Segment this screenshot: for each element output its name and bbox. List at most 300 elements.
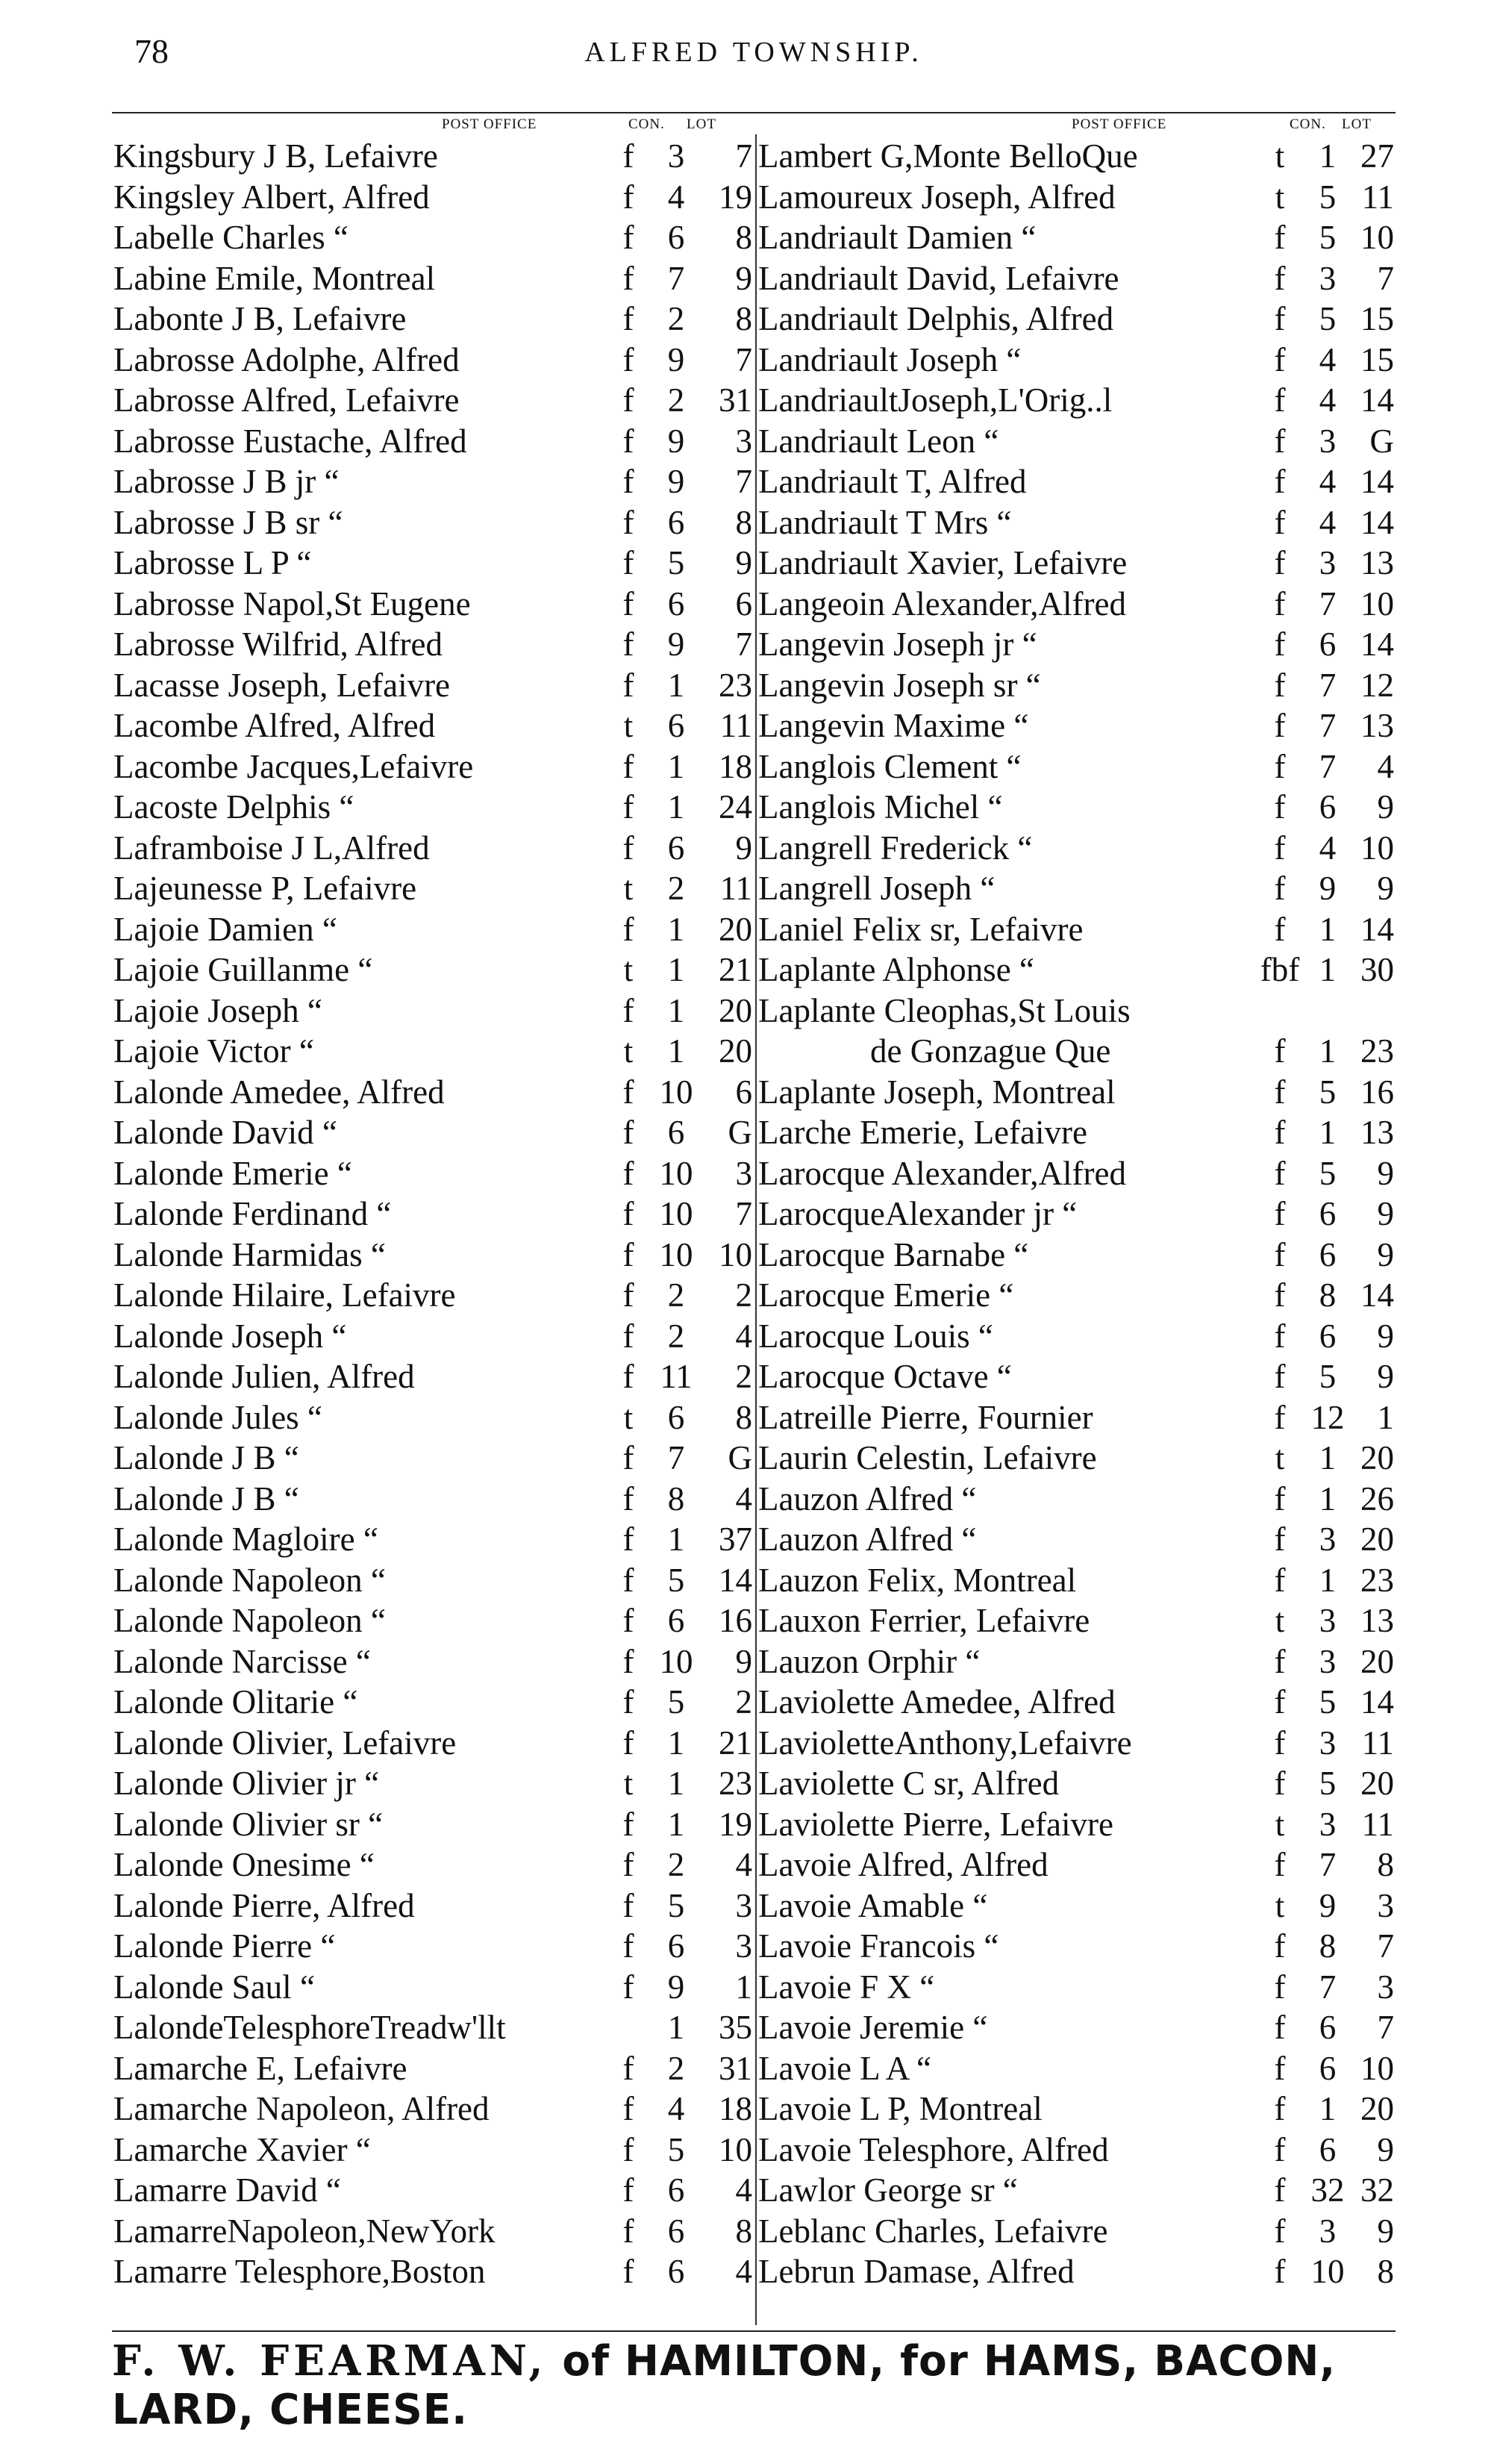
tenure: f bbox=[622, 178, 634, 216]
tenure: f bbox=[1274, 870, 1286, 907]
lot-number: 14 bbox=[1360, 1683, 1394, 1721]
concession: 5 bbox=[1319, 219, 1337, 256]
directory-entry bbox=[113, 2211, 755, 2252]
resident-name: Labonte J B, Lefaivre bbox=[113, 300, 407, 337]
left-entries bbox=[113, 136, 755, 2292]
directory-entry bbox=[758, 177, 1396, 218]
tenure: f bbox=[622, 1276, 634, 1314]
concession: 5 bbox=[1319, 1073, 1337, 1111]
lot-number: 15 bbox=[1360, 340, 1394, 378]
lot-number: 8 bbox=[735, 2212, 752, 2250]
resident-name: Landriault Joseph “ bbox=[758, 340, 1022, 378]
concession: 1 bbox=[1319, 2090, 1337, 2127]
directory-entry bbox=[758, 949, 1396, 991]
resident-name: Labrosse Adolphe, Alfred bbox=[113, 340, 460, 378]
lot-number: 24 bbox=[719, 788, 752, 826]
lot-number: 16 bbox=[1360, 1073, 1394, 1111]
resident-name: Lalonde Olitarie “ bbox=[113, 1683, 358, 1721]
resident-name: Lalonde Napoleon “ bbox=[113, 1602, 386, 1639]
directory-entry bbox=[758, 1886, 1396, 1927]
directory-entry bbox=[113, 828, 755, 869]
resident-name: Langevin Joseph sr “ bbox=[758, 666, 1041, 704]
tenure: f bbox=[1274, 381, 1286, 419]
lot-number: 20 bbox=[719, 910, 752, 948]
resident-name: Lalonde Emerie “ bbox=[113, 1154, 352, 1192]
directory-entry bbox=[758, 828, 1396, 869]
directory-entry bbox=[758, 1804, 1396, 1845]
resident-name: LarocqueAlexander jr “ bbox=[758, 1195, 1078, 1232]
running-head: ALFRED TOWNSHIP. bbox=[584, 37, 923, 68]
lot-number: 7 bbox=[735, 137, 752, 175]
lot-number: 8 bbox=[1377, 2253, 1394, 2290]
directory-entry bbox=[113, 2007, 755, 2048]
concession: 2 bbox=[667, 870, 685, 907]
resident-name: Leblanc Charles, Lefaivre bbox=[758, 2212, 1108, 2250]
con-header: CON. bbox=[628, 116, 665, 132]
concession: 3 bbox=[667, 137, 685, 175]
tenure: f bbox=[622, 1235, 634, 1273]
directory-entry bbox=[113, 2048, 755, 2089]
concession: 6 bbox=[667, 584, 685, 623]
directory-entry bbox=[113, 1763, 755, 1804]
resident-name: Lavoie F X “ bbox=[758, 1968, 935, 2006]
concession: 10 bbox=[659, 1235, 693, 1273]
concession: 1 bbox=[667, 788, 685, 826]
tenure: f bbox=[1274, 2009, 1286, 2046]
tenure: f bbox=[622, 2130, 634, 2168]
concession: 5 bbox=[1319, 1358, 1337, 1395]
lot-number: 18 bbox=[719, 747, 752, 785]
resident-name: Lamarre Telesphore,Boston bbox=[113, 2253, 486, 2290]
resident-name: Lalonde Harmidas “ bbox=[113, 1235, 386, 1273]
right-column bbox=[758, 113, 1396, 2329]
concession: 2 bbox=[667, 1276, 685, 1314]
resident-name: Langrell Joseph “ bbox=[758, 870, 996, 907]
lot-number: 4 bbox=[1377, 747, 1394, 785]
directory-entry bbox=[758, 1397, 1396, 1438]
tenure: f bbox=[1274, 584, 1286, 623]
resident-name: Kingsley Albert, Alfred bbox=[113, 178, 430, 216]
lot-number: 7 bbox=[1377, 259, 1394, 297]
concession: 5 bbox=[1319, 178, 1337, 216]
lot-header: LOT bbox=[687, 116, 716, 132]
concession: 6 bbox=[667, 707, 685, 744]
concession: 4 bbox=[1319, 381, 1337, 419]
concession: 2 bbox=[667, 381, 685, 419]
tenure: f bbox=[1274, 1235, 1286, 1273]
resident-name: Lamoureux Joseph, Alfred bbox=[758, 178, 1116, 216]
resident-name: Lalonde Onesime “ bbox=[113, 1846, 375, 1883]
resident-name: Lavoie Jeremie “ bbox=[758, 2009, 988, 2046]
resident-name: Lalonde Olivier, Lefaivre bbox=[113, 1724, 457, 1762]
lot-number: 20 bbox=[1360, 1765, 1394, 1802]
concession: 2 bbox=[667, 300, 685, 337]
concession: 7 bbox=[667, 1439, 685, 1476]
directory-entry bbox=[113, 624, 755, 665]
tenure: f bbox=[622, 1561, 634, 1599]
tenure: f bbox=[622, 1317, 634, 1355]
lot-number: 11 bbox=[1361, 1805, 1394, 1843]
directory-entry bbox=[113, 1926, 755, 1967]
directory-entry bbox=[758, 2089, 1396, 2130]
concession: 2 bbox=[667, 2049, 685, 2087]
resident-name: LalondeTelesphoreTreadw'llt bbox=[113, 2009, 506, 2046]
lot-number: 10 bbox=[719, 2130, 752, 2168]
concession: 7 bbox=[1319, 584, 1337, 623]
lot-number: 21 bbox=[719, 1724, 752, 1762]
tenure: f bbox=[1274, 747, 1286, 785]
resident-name: Labrosse L P “ bbox=[113, 544, 312, 581]
advertiser-name: F. W. FEARMAN, bbox=[112, 2336, 548, 2386]
lot-number: 37 bbox=[719, 1520, 752, 1558]
concession: 1 bbox=[667, 1765, 685, 1802]
resident-name: Landriault David, Lefaivre bbox=[758, 259, 1119, 297]
directory-entry bbox=[113, 1316, 755, 1357]
directory-entry bbox=[113, 1560, 755, 1601]
resident-name: Lalonde Narcisse “ bbox=[113, 1642, 371, 1680]
tenure: f bbox=[1274, 1114, 1286, 1151]
directory-entry bbox=[758, 1356, 1396, 1397]
resident-name: Labrosse Napol,St Eugene bbox=[113, 584, 471, 623]
tenure: f bbox=[622, 503, 634, 541]
tenure: t bbox=[1275, 1886, 1285, 1924]
concession: 11 bbox=[660, 1358, 693, 1395]
lot-number: 6 bbox=[735, 584, 752, 623]
resident-name: Lamarre David “ bbox=[113, 2171, 341, 2209]
tenure: f bbox=[622, 1439, 634, 1476]
lot-number: 14 bbox=[1360, 1276, 1394, 1314]
directory-entry bbox=[758, 1153, 1396, 1194]
tenure: f bbox=[622, 991, 634, 1029]
resident-name: Lalonde Julien, Alfred bbox=[113, 1358, 415, 1395]
directory-entry bbox=[758, 705, 1396, 746]
resident-name: Lawlor George sr “ bbox=[758, 2171, 1018, 2209]
directory-entry bbox=[113, 909, 755, 950]
directory-entry bbox=[113, 665, 755, 706]
tenure: f bbox=[1274, 1642, 1286, 1680]
concession: 6 bbox=[1319, 1195, 1337, 1232]
left-column bbox=[113, 113, 755, 2329]
resident-name: Laframboise J L,Alfred bbox=[113, 829, 430, 867]
directory-entry bbox=[758, 1194, 1396, 1235]
directory-entry bbox=[758, 909, 1396, 950]
concession: 5 bbox=[1319, 1683, 1337, 1721]
concession: 5 bbox=[667, 1886, 685, 1924]
tenure: f bbox=[622, 1724, 634, 1762]
directory-entry bbox=[113, 461, 755, 502]
concession: 4 bbox=[667, 2090, 685, 2127]
resident-name: Landriault Leon “ bbox=[758, 422, 999, 460]
tenure: f bbox=[1274, 2049, 1286, 2087]
directory-entry bbox=[113, 2130, 755, 2171]
lot-number: 11 bbox=[1361, 1724, 1394, 1762]
resident-name: Lamarche E, Lefaivre bbox=[113, 2049, 407, 2087]
tenure: f bbox=[1274, 1927, 1286, 1965]
lot-number: 7 bbox=[735, 626, 752, 663]
lot-number: 20 bbox=[719, 1032, 752, 1070]
lot-number: 23 bbox=[1360, 1032, 1394, 1070]
directory-entry bbox=[758, 665, 1396, 706]
resident-name: Lacombe Alfred, Alfred bbox=[113, 707, 436, 744]
directory-entry bbox=[758, 868, 1396, 909]
resident-name: Lamarche Xavier “ bbox=[113, 2130, 371, 2168]
resident-name: Lavoie Amable “ bbox=[758, 1886, 988, 1924]
lot-number: 20 bbox=[1360, 1520, 1394, 1558]
concession: 6 bbox=[1319, 2049, 1337, 2087]
tenure: f bbox=[1274, 1479, 1286, 1518]
concession: 10 bbox=[659, 1642, 693, 1680]
lot-number: 11 bbox=[719, 707, 752, 744]
tenure: f bbox=[1274, 544, 1286, 581]
left-column-header bbox=[113, 113, 755, 136]
concession: 3 bbox=[1319, 544, 1337, 581]
directory-entry bbox=[113, 1641, 755, 1682]
tenure: f bbox=[622, 1886, 634, 1924]
resident-name: Larocque Emerie “ bbox=[758, 1276, 1014, 1314]
concession: 3 bbox=[1319, 2212, 1337, 2250]
resident-name: Lauzon Alfred “ bbox=[758, 1520, 977, 1558]
directory-entry bbox=[113, 1112, 755, 1153]
concession: 6 bbox=[1319, 1317, 1337, 1355]
lot-number: 6 bbox=[735, 1073, 752, 1111]
concession: 4 bbox=[667, 178, 685, 216]
tenure: f bbox=[622, 666, 634, 704]
directory-entry bbox=[758, 1600, 1396, 1641]
concession: 3 bbox=[1319, 422, 1337, 460]
tenure: f bbox=[622, 381, 634, 419]
resident-name: Lalonde Hilaire, Lefaivre bbox=[113, 1276, 456, 1314]
tenure: f bbox=[622, 1805, 634, 1843]
concession: 7 bbox=[1319, 666, 1337, 704]
tenure: f bbox=[1274, 1724, 1286, 1762]
concession: 1 bbox=[1319, 1114, 1337, 1151]
concession: 1 bbox=[667, 910, 685, 948]
concession: 9 bbox=[667, 340, 685, 378]
concession: 6 bbox=[667, 1927, 685, 1965]
directory-entry bbox=[758, 746, 1396, 787]
tenure: f bbox=[622, 300, 634, 337]
resident-name: Lalonde Jules “ bbox=[113, 1398, 322, 1436]
directory-entry bbox=[113, 1479, 755, 1520]
tenure: f bbox=[1274, 1520, 1286, 1558]
concession: 7 bbox=[1319, 707, 1337, 744]
lot-number: 9 bbox=[1377, 1358, 1394, 1395]
lot-number: 7 bbox=[1377, 1927, 1394, 1965]
tenure: f bbox=[622, 1154, 634, 1192]
concession: 4 bbox=[1319, 503, 1337, 541]
resident-name: LamarreNapoleon,NewYork bbox=[113, 2212, 496, 2250]
directory-entry bbox=[758, 543, 1396, 584]
lot-number: 8 bbox=[1377, 1846, 1394, 1883]
resident-name: Lajeunesse P, Lefaivre bbox=[113, 870, 417, 907]
directory-entry bbox=[758, 2048, 1396, 2089]
resident-name: Larocque Barnabe “ bbox=[758, 1235, 1029, 1273]
directory-entry bbox=[113, 1600, 755, 1641]
concession: 8 bbox=[667, 1479, 685, 1518]
lot-number: 12 bbox=[1360, 666, 1394, 704]
tenure: fbf bbox=[1260, 951, 1300, 988]
directory-entry bbox=[758, 1560, 1396, 1601]
lot-number: 9 bbox=[1377, 1195, 1394, 1232]
resident-name: Langeoin Alexander,Alfred bbox=[758, 584, 1127, 623]
resident-name: Landriault T, Alfred bbox=[758, 463, 1027, 500]
right-entries bbox=[758, 136, 1396, 2292]
lot-number: 9 bbox=[735, 544, 752, 581]
directory-entry bbox=[758, 1316, 1396, 1357]
lot-number: 18 bbox=[719, 2090, 752, 2127]
lot-number: 9 bbox=[735, 259, 752, 297]
lot-number: 9 bbox=[1377, 1235, 1394, 1273]
directory-entry bbox=[758, 1723, 1396, 1764]
concession: 6 bbox=[667, 1602, 685, 1639]
page-number: 78 bbox=[134, 32, 169, 70]
lot-number: 14 bbox=[1360, 503, 1394, 541]
con-header: CON. bbox=[1290, 116, 1326, 132]
directory-entry bbox=[758, 1519, 1396, 1560]
concession: 1 bbox=[667, 666, 685, 704]
directory-entry bbox=[113, 1804, 755, 1845]
resident-name: Landriault Delphis, Alfred bbox=[758, 300, 1114, 337]
tenure: t bbox=[1275, 1602, 1285, 1639]
resident-name: Labrosse Eustache, Alfred bbox=[113, 422, 467, 460]
lot-number: 10 bbox=[1360, 584, 1394, 623]
tenure: f bbox=[1274, 463, 1286, 500]
concession: 3 bbox=[1319, 1805, 1337, 1843]
concession: 5 bbox=[1319, 300, 1337, 337]
directory-entry bbox=[113, 543, 755, 584]
lot-number: 8 bbox=[735, 503, 752, 541]
concession: 3 bbox=[1319, 259, 1337, 297]
lot-number: 7 bbox=[735, 463, 752, 500]
directory-entry bbox=[758, 1682, 1396, 1723]
resident-name: Lalonde Napoleon “ bbox=[113, 1561, 386, 1599]
concession: 6 bbox=[1319, 2009, 1337, 2046]
tenure: f bbox=[622, 1520, 634, 1558]
lot-number: 32 bbox=[1360, 2171, 1394, 2209]
directory-entry bbox=[758, 787, 1396, 828]
resident-name: Lacasse Joseph, Lefaivre bbox=[113, 666, 451, 704]
tenure: t bbox=[623, 707, 634, 744]
concession: 1 bbox=[667, 991, 685, 1029]
tenure: f bbox=[1274, 1765, 1286, 1802]
concession: 12 bbox=[1310, 1398, 1345, 1436]
tenure: f bbox=[1274, 2130, 1286, 2168]
concession: 10 bbox=[659, 1073, 693, 1111]
advertisement-footer bbox=[112, 2336, 1370, 2434]
tenure: f bbox=[1274, 1317, 1286, 1355]
concession: 2 bbox=[667, 1317, 685, 1355]
directory-entry bbox=[758, 421, 1396, 462]
lot-number: 3 bbox=[735, 1886, 752, 1924]
tenure: t bbox=[1275, 137, 1285, 175]
directory-entry bbox=[758, 2251, 1396, 2292]
lot-number: 3 bbox=[735, 1154, 752, 1192]
resident-name: Laviolette Pierre, Lefaivre bbox=[758, 1805, 1113, 1843]
lot-number: 2 bbox=[735, 1683, 752, 1721]
concession: 5 bbox=[667, 1561, 685, 1599]
tenure: f bbox=[1274, 1968, 1286, 2006]
directory-entry bbox=[113, 787, 755, 828]
directory-entry bbox=[113, 258, 755, 299]
resident-name: Laplante Joseph, Montreal bbox=[758, 1073, 1116, 1111]
tenure: f bbox=[1274, 2090, 1286, 2127]
resident-name: Lacoste Delphis “ bbox=[113, 788, 354, 826]
lot-number: 23 bbox=[719, 666, 752, 704]
post-office-header: POST OFFICE bbox=[1072, 116, 1167, 132]
lot-number: 13 bbox=[1360, 1114, 1394, 1151]
concession: 6 bbox=[1319, 2130, 1337, 2168]
lot-number: 23 bbox=[1360, 1561, 1394, 1599]
resident-name: Langrell Frederick “ bbox=[758, 829, 1033, 867]
concession: 6 bbox=[667, 219, 685, 256]
resident-name: Lalonde Pierre, Alfred bbox=[113, 1886, 415, 1924]
tenure: f bbox=[622, 463, 634, 500]
directory-entry bbox=[113, 177, 755, 218]
resident-name: Labine Emile, Montreal bbox=[113, 259, 436, 297]
concession: 6 bbox=[667, 503, 685, 541]
directory-entry bbox=[758, 2007, 1396, 2048]
directory-entry bbox=[758, 136, 1396, 177]
resident-name: Labrosse J B jr “ bbox=[113, 463, 340, 500]
directory-entry bbox=[113, 421, 755, 462]
lot-number: 9 bbox=[1377, 1317, 1394, 1355]
directory-entry bbox=[758, 1112, 1396, 1153]
resident-name: Lalonde J B “ bbox=[113, 1479, 299, 1518]
resident-name: Lebrun Damase, Alfred bbox=[758, 2253, 1075, 2290]
directory-entry bbox=[113, 1397, 755, 1438]
directory-entry bbox=[113, 1886, 755, 1927]
resident-name: LavioletteAnthony,Lefaivre bbox=[758, 1724, 1132, 1762]
resident-name: Lavoie L P, Montreal bbox=[758, 2090, 1043, 2127]
lot-number: 20 bbox=[719, 991, 752, 1029]
resident-name: Laviolette C sr, Alfred bbox=[758, 1765, 1060, 1802]
concession: 1 bbox=[1319, 1439, 1337, 1476]
directory-entry bbox=[113, 1356, 755, 1397]
resident-name: Lalonde David “ bbox=[113, 1114, 337, 1151]
tenure: f bbox=[622, 1114, 634, 1151]
tenure: f bbox=[1274, 1561, 1286, 1599]
lot-number: 14 bbox=[1360, 910, 1394, 948]
concession: 8 bbox=[1319, 1276, 1337, 1314]
lot-number: 14 bbox=[1360, 463, 1394, 500]
lot-number: 14 bbox=[1360, 381, 1394, 419]
tenure: f bbox=[622, 1602, 634, 1639]
directory-entry bbox=[758, 1479, 1396, 1520]
directory-entry bbox=[758, 1235, 1396, 1276]
tenure: f bbox=[622, 1683, 634, 1721]
tenure: f bbox=[1274, 1154, 1286, 1192]
lot-number: 16 bbox=[719, 1602, 752, 1639]
directory-entry bbox=[758, 2170, 1396, 2211]
tenure: f bbox=[622, 422, 634, 460]
lot-number: G bbox=[728, 1439, 752, 1476]
tenure: f bbox=[1274, 340, 1286, 378]
resident-name: Laplante Cleophas,St Louis bbox=[758, 991, 1131, 1029]
lot-number: 27 bbox=[1360, 137, 1394, 175]
concession: 6 bbox=[667, 2171, 685, 2209]
resident-name: Labrosse Alfred, Lefaivre bbox=[113, 381, 460, 419]
lot-number: 9 bbox=[1377, 2130, 1394, 2168]
concession: 7 bbox=[1319, 1846, 1337, 1883]
concession: 10 bbox=[1310, 2253, 1345, 2290]
tenure: t bbox=[623, 1765, 634, 1802]
resident-name: Lalonde Amedee, Alfred bbox=[113, 1073, 445, 1111]
resident-name: Lajoie Damien “ bbox=[113, 910, 337, 948]
tenure: f bbox=[1274, 2171, 1286, 2209]
directory-entry bbox=[758, 991, 1396, 1032]
lot-number: 9 bbox=[1377, 870, 1394, 907]
tenure: f bbox=[622, 2090, 634, 2127]
